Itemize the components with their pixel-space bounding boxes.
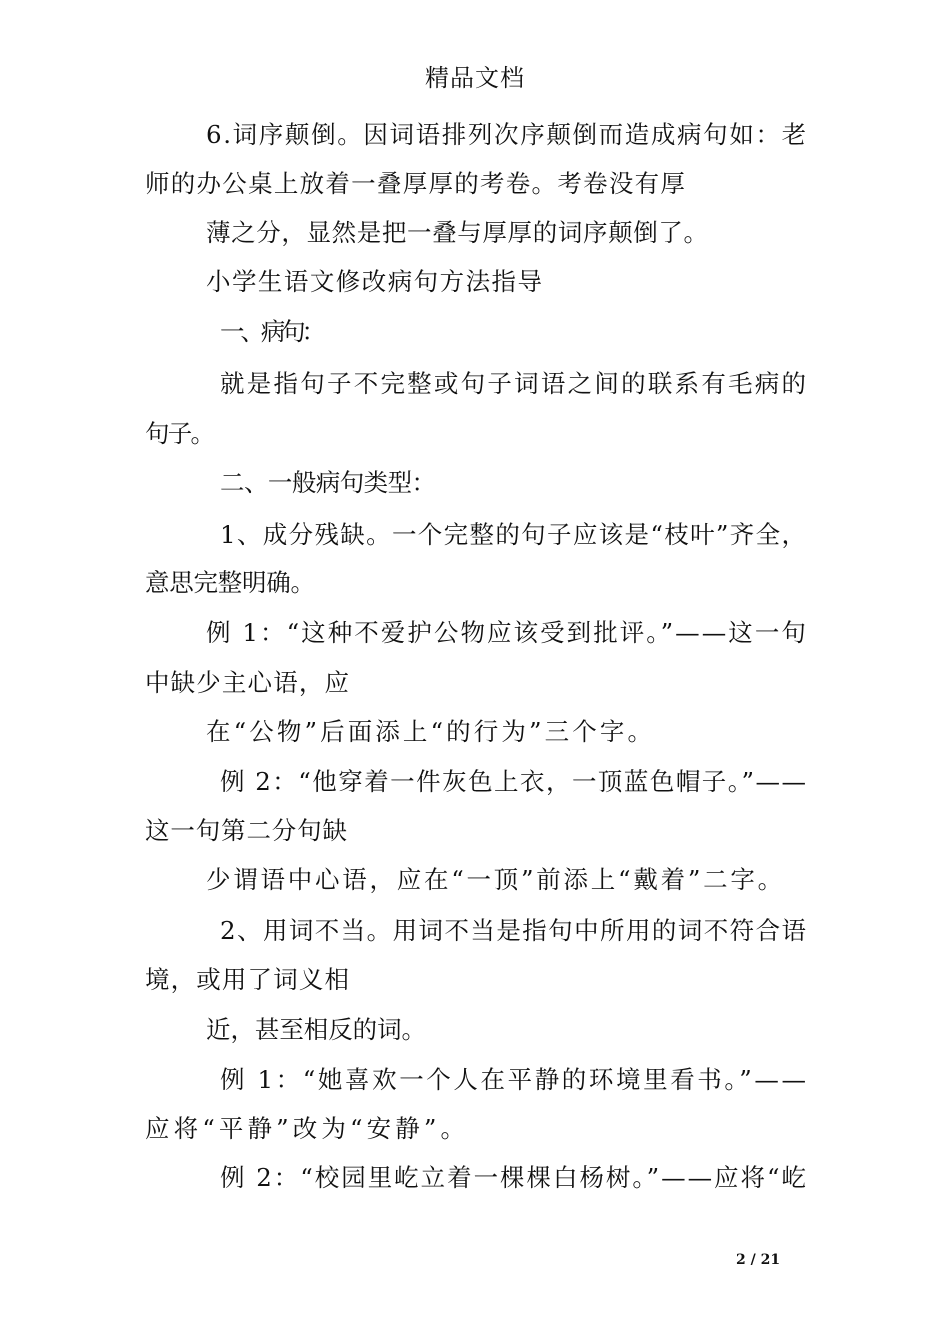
text-line: 就是指句子不完整或句子词语之间的联系有毛病的 bbox=[220, 369, 809, 398]
page-number: 2 / 21 bbox=[736, 1252, 781, 1268]
text-line: 近，甚至相反的词。 bbox=[206, 1015, 426, 1044]
text-line: 句子。 bbox=[145, 419, 214, 448]
text-line: 中缺少主心语，应 bbox=[145, 668, 351, 697]
text-line: 意思完整明确。 bbox=[145, 568, 315, 597]
text-line: 2、用词不当。用词不当是指句中所用的词不符合语 bbox=[220, 916, 808, 945]
text-line: 少谓语中心语，应在“一顶”前添上“戴着”二字。 bbox=[206, 865, 785, 894]
text-line: 例 1：“这种不爱护公物应该受到批评。”——这一句 bbox=[206, 618, 808, 647]
text-line: 例 1：“她喜欢一个人在平静的环境里看书。”—— bbox=[220, 1065, 809, 1094]
text-line: 1、成分残缺。一个完整的句子应该是“枝叶”齐全， bbox=[220, 520, 808, 549]
text-line: 在“公物”后面添上“的行为”三个字。 bbox=[206, 717, 656, 746]
text-line: 师的办公桌上放着一叠厚厚的考卷。考卷没有厚 bbox=[145, 169, 687, 198]
section-title: 小学生语文修改病句方法指导 bbox=[206, 267, 544, 296]
text-line: 例 2：“校园里屹立着一棵棵白杨树。”——应将“屹 bbox=[220, 1163, 808, 1192]
text-line: 应将“平静”改为“安静”。 bbox=[145, 1114, 470, 1143]
text-line: 6.词序颠倒。因词语排列次序颠倒而造成病句如：老 bbox=[206, 120, 808, 149]
section-heading: 二、一般病句类型： bbox=[220, 468, 436, 497]
text-line: 薄之分，显然是把一叠与厚厚的词序颠倒了。 bbox=[206, 218, 709, 247]
text-line: 例 2：“他穿着一件灰色上衣，一顶蓝色帽子。”—— bbox=[220, 767, 808, 796]
text-line: 境，或用了词义相 bbox=[145, 965, 351, 994]
text-line: 这一句第二分句缺 bbox=[145, 816, 348, 845]
section-heading: 一、病句： bbox=[220, 317, 322, 346]
page-header-title: 精品文档 bbox=[425, 64, 525, 92]
